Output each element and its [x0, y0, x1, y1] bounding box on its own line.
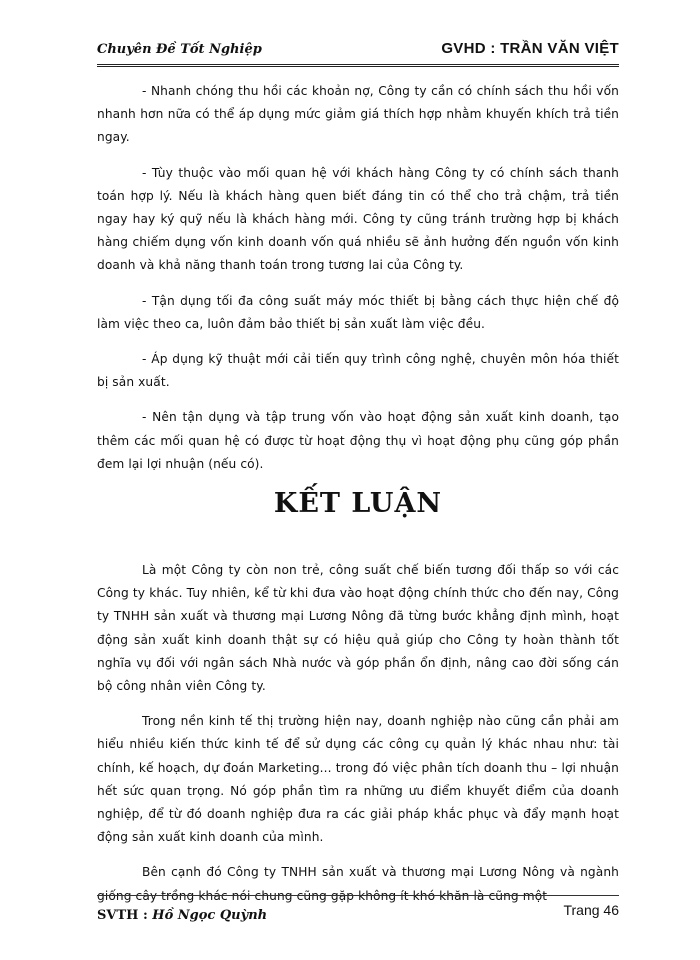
page-number: Trang 46	[563, 902, 619, 918]
page-footer	[97, 895, 619, 922]
footer-student	[97, 904, 267, 923]
page-header	[97, 34, 619, 67]
section-title: KẾT LUẬN	[273, 488, 443, 520]
page-body	[97, 80, 619, 920]
paragraph: - Tận dụng tối đa công suất máy móc thiết bị bằng cách thực hiện chế độ làm việc theo ca, luôn đảm bảo thiết bị sản xuất làm việc đều.	[97, 293, 619, 331]
paragraph: Trong nền kinh tế thị trường hiện nay, doanh nghiệp nào cũng cần phải am hiểu nhiều kiến thức kinh tế để sử dụng các công cụ quản lý khác nhau như: tài chính, kế hoạch, dự đoán Marketing... trong đó việc phân tích doanh thu – lợi nhuận hết sức quan trọng. Nó góp phần tìm ra những ưu điểm khuyết điểm của doanh nghiệp, để từ đó doanh nghiệp đưa ra các giải pháp khắc phục và đẩy mạnh hoạt động sản xuất kinh doanh của mình.	[97, 714, 619, 845]
header-document-type: Chuyên Đề Tốt Nghiệp	[97, 42, 262, 57]
paragraph: - Nhanh chóng thu hồi các khoản nợ, Công ty cần có chính sách thu hồi vốn nhanh hơn nữa có thể áp dụng mức giảm giá thích hợp nhằm khuyến khích trả tiền ngay.	[97, 84, 619, 145]
paragraph: - Tùy thuộc vào mối quan hệ với khách hàng Công ty có chính sách thanh toán hợp lý. Nếu là khách hàng quen biết đáng tin có thể cho trả chậm, trả tiền ngay hay ký quỹ nếu là khách hàng mới. Công ty cũng tránh trường hợp bị khách hàng chiếm dụng vốn kinh doanh vốn quá nhiều sẽ ảnh hưởng đến nguồn vốn kinh doanh và khả năng thanh toán trong tương lai của Công ty.	[97, 165, 619, 273]
paragraph: - Áp dụng kỹ thuật mới cải tiến quy trình công nghệ, chuyên môn hóa thiết bị sản xuất.	[97, 352, 619, 390]
footer-student-label: SVTH :	[97, 908, 153, 923]
paragraph: Bên cạnh đó Công ty TNHH sản xuất và thương mại Lương Nông và ngành giống cây trồng khác nói chung cũng gặp không ít khó khăn là cũng một	[97, 865, 619, 903]
footer-student-name: Hồ Ngọc Quỳnh	[152, 908, 268, 923]
paragraph: Là một Công ty còn non trẻ, công suất chế biến tương đối thấp so với các Công ty khác. Tuy nhiên, kể từ khi đưa vào hoạt động chính thức cho đến nay, Công ty TNHH sản xuất và thương mại Lương Nông đã từng bước khẳng định mình, hoạt động sản xuất kinh doanh thật sự có hiệu quả giúp cho Công ty hoàn thành tốt nghĩa vụ đối với ngân sách Nhà nước và góp phần ổn định, nâng cao đời sống cán bộ công nhân viên Công ty.	[97, 563, 619, 694]
header-advisor: GVHD : TRẦN VĂN VIỆT	[441, 40, 619, 57]
paragraph: - Nên tận dụng và tập trung vốn vào hoạt động sản xuất kinh doanh, tạo thêm các mối quan hệ có được từ hoạt động thụ vì hoạt động phụ cũng góp phần đem lại lợi nhuận (nếu có).	[97, 410, 619, 471]
